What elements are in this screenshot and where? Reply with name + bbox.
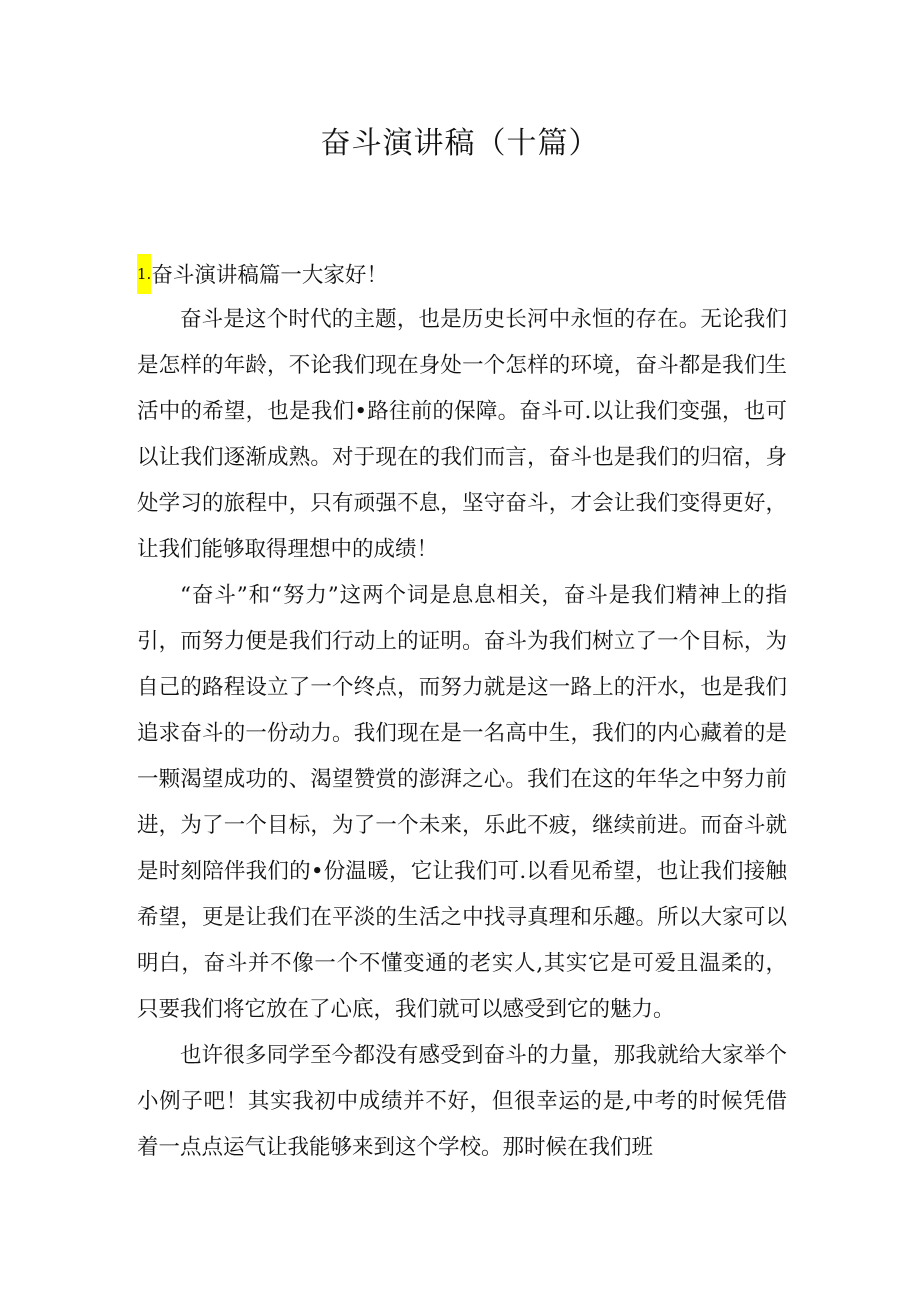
section-heading xyxy=(137,254,787,297)
section-number-highlight: 1. xyxy=(137,254,151,294)
section-heading-text: 奋斗演讲稿篇一大家好！ xyxy=(151,263,388,288)
document-title: 奋斗演讲稿（十篇） xyxy=(320,126,600,161)
paragraph-1: 奋斗是这个时代的主题，也是历史长河中永恒的存在。无论我们是怎样的年龄，不论我们现在身处一个怎样的环境，奋斗都是我们生活中的希望，也是我们•路往前的保障。奋斗可.以让我们变强，也可以让我们逐渐成熟。对于现在的我们而言，奋斗也是我们的归宿，身处学习的旅程中，只有顽强不息，坚守奋斗，才会让我们变得更好，让我们能够取得理想中的成绩！ xyxy=(137,307,787,562)
paragraph-2: “奋斗”和“努力”这两个词是息息相关，奋斗是我们精神上的指引，而努力便是我们行动上的证明。奋斗为我们树立了一个目标，为自己的路程设立了一个终点，而努力就是这一路上的汗水，也是我们追求奋斗的一份动力。我们现在是一名高中生，我们的内心藏着的是一颗渴望成功的、渴望赞赏的澎湃之心。我们在这的年华之中努力前进，为了一个目标，为了一个未来，乐此不疲，继续前进。而奋斗就是时刻陪伴我们的•份温暖，它让我们可.以看见希望，也让我们接触希望，更是让我们在平淡的生活之中找寻真理和乐趣。所以大家可以明白，奋斗并不像一个不懂变通的老实人,其实它是可爱且温柔的，只要我们将它放在了心底，我们就可以感受到它的魅力。 xyxy=(137,583,787,1022)
document-body xyxy=(137,254,787,1171)
paragraph-3: 也许很多同学至今都没有感受到奋斗的力量，那我就给大家举个小例子吧！其实我初中成绩并不好，但很幸运的是,中考的时候凭借着一点点运气让我能够来到这个学校。那时候在我们班 xyxy=(137,1043,787,1160)
